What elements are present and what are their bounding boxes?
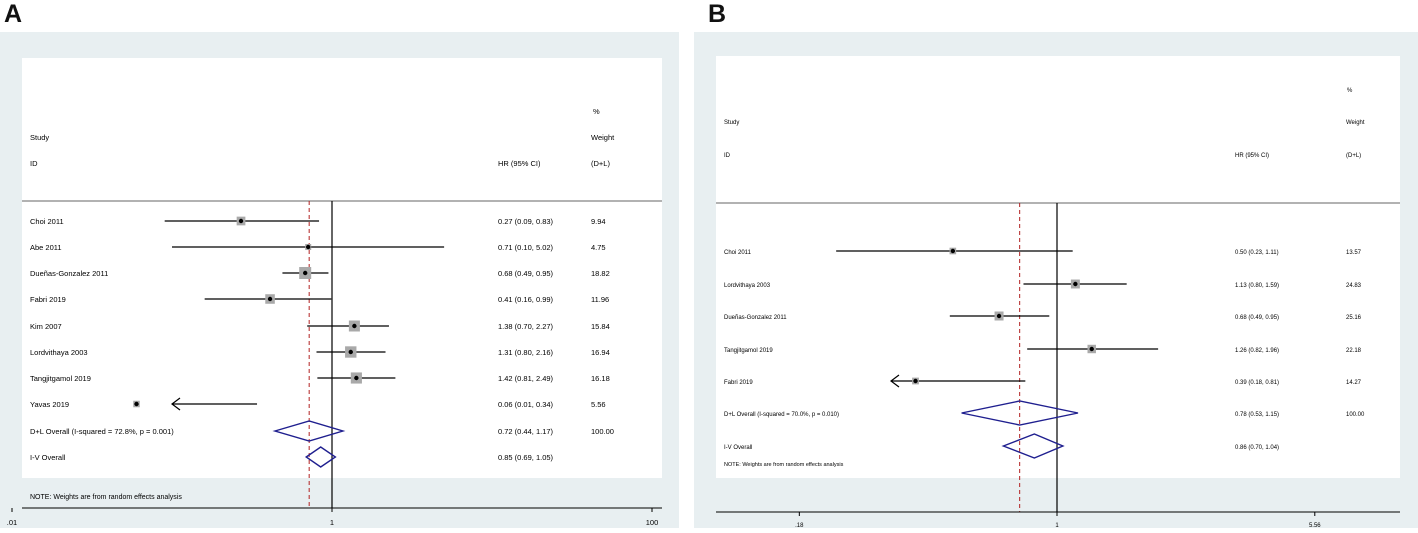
panel-b-background xyxy=(694,32,1418,528)
panel-letter-a: A xyxy=(4,0,23,28)
header-hr: HR (95% CI) xyxy=(498,159,541,168)
weight-value: 4.75 xyxy=(591,243,606,252)
study-label: Choi 2011 xyxy=(30,217,64,226)
weight-value: 5.56 xyxy=(591,400,606,409)
header-id: ID xyxy=(30,159,38,168)
hr-value: 1.13 (0.80, 1.59) xyxy=(1235,283,1280,289)
study-label: Fabri 2019 xyxy=(724,380,753,386)
point-estimate xyxy=(997,314,1001,318)
hr-value: 1.42 (0.81, 2.49) xyxy=(498,374,554,383)
overall-label: D+L Overall (I-squared = 72.8%, p = 0.001) xyxy=(30,427,174,436)
point-estimate xyxy=(352,324,356,328)
header-study: Study xyxy=(30,133,50,142)
point-estimate xyxy=(951,249,955,253)
header-dl: (D+L) xyxy=(591,159,610,168)
hr-value: 0.06 (0.01, 0.34) xyxy=(498,400,554,409)
study-label: Abe 2011 xyxy=(30,243,62,252)
weight-value: 24.83 xyxy=(1346,283,1362,289)
overall-hr-value: 0.72 (0.44, 1.17) xyxy=(498,427,554,436)
header-hr: HR (95% CI) xyxy=(1235,153,1270,159)
study-label: Dueñas-Gonzalez 2011 xyxy=(30,269,109,278)
forest-plot-b xyxy=(716,56,1400,529)
overall-diamond xyxy=(306,447,335,467)
hr-value: 0.39 (0.18, 0.81) xyxy=(1235,380,1280,386)
hr-value: 0.27 (0.09, 0.83) xyxy=(498,217,554,226)
weight-value: 14.27 xyxy=(1346,380,1362,386)
point-estimate xyxy=(134,402,138,406)
overall-label: I-V Overall xyxy=(724,445,753,451)
hr-value: 1.38 (0.70, 2.27) xyxy=(498,322,554,331)
point-estimate xyxy=(349,350,353,354)
panel-a-background xyxy=(0,32,679,528)
x-tick-label: 5.56 xyxy=(1308,523,1321,529)
weight-value: 15.84 xyxy=(591,322,610,331)
x-tick-label: 1 xyxy=(1055,523,1059,529)
header-weight: Weight xyxy=(591,133,615,142)
study-label: Lordvithaya 2003 xyxy=(30,348,88,357)
x-tick-label: 1 xyxy=(329,518,335,527)
weight-value: 18.82 xyxy=(591,269,610,278)
overall-label: D+L Overall (I-squared = 70.0%, p = 0.010) xyxy=(724,412,840,418)
overall-weight-value: 100.00 xyxy=(1346,412,1365,418)
point-estimate xyxy=(268,297,272,301)
header-dl: (D+L) xyxy=(1346,153,1362,159)
study-label: Yavas 2019 xyxy=(30,400,70,409)
hr-value: 0.50 (0.23, 1.11) xyxy=(1235,250,1279,256)
weight-value: 16.18 xyxy=(591,374,610,383)
overall-diamond xyxy=(1003,434,1062,458)
point-estimate xyxy=(303,271,307,275)
overall-weight-value: 100.00 xyxy=(591,427,614,436)
study-label: Tangjitgamol 2019 xyxy=(30,374,91,383)
forest-plot-a xyxy=(6,58,662,528)
header-pct: % xyxy=(593,107,600,116)
study-label: Dueñas-Gonzalez 2011 xyxy=(724,315,787,321)
x-tick-label: .18 xyxy=(795,523,804,529)
footnote: NOTE: Weights are from random effects analysis xyxy=(30,494,182,501)
study-label: Fabri 2019 xyxy=(30,295,66,304)
hr-value: 0.41 (0.16, 0.99) xyxy=(498,295,554,304)
x-tick-label: .01 xyxy=(6,518,18,527)
weight-value: 22.18 xyxy=(1346,348,1362,354)
hr-value: 0.71 (0.10, 5.02) xyxy=(498,243,554,252)
point-estimate xyxy=(354,376,358,380)
weight-value: 16.94 xyxy=(591,348,610,357)
point-estimate xyxy=(1073,282,1077,286)
overall-diamond xyxy=(275,421,343,441)
weight-value: 11.96 xyxy=(591,295,610,304)
study-label: Choi 2011 xyxy=(724,250,751,256)
overall-hr-value: 0.86 (0.70, 1.04) xyxy=(1235,445,1280,451)
study-label: Lordvithaya 2003 xyxy=(724,283,771,289)
panel-letter-b: B xyxy=(708,0,727,28)
study-label: Tangjitgamol 2019 xyxy=(724,348,773,354)
study-label: Kim 2007 xyxy=(30,322,62,331)
hr-value: 1.26 (0.82, 1.96) xyxy=(1235,348,1280,354)
overall-label: I-V Overall xyxy=(30,453,66,462)
header-pct: % xyxy=(1347,88,1353,94)
overall-hr-value: 0.85 (0.69, 1.05) xyxy=(498,453,554,462)
point-estimate xyxy=(239,219,243,223)
point-estimate xyxy=(306,245,310,249)
overall-hr-value: 0.78 (0.53, 1.15) xyxy=(1235,412,1280,418)
weight-value: 9.94 xyxy=(591,217,606,226)
point-estimate xyxy=(913,379,917,383)
footnote: NOTE: Weights are from random effects analysis xyxy=(724,462,844,468)
x-tick-label: 100 xyxy=(645,518,659,527)
hr-value: 0.68 (0.49, 0.95) xyxy=(498,269,554,278)
panel-b-plot-area xyxy=(716,56,1400,529)
point-estimate xyxy=(1090,347,1094,351)
header-weight: Weight xyxy=(1346,120,1365,126)
weight-value: 13.57 xyxy=(1346,250,1362,256)
header-id: ID xyxy=(724,153,730,159)
hr-value: 1.31 (0.80, 2.16) xyxy=(498,348,554,357)
hr-value: 0.68 (0.49, 0.95) xyxy=(1235,315,1280,321)
weight-value: 25.16 xyxy=(1346,315,1362,321)
panel-a-plot-area xyxy=(6,58,662,527)
header-study: Study xyxy=(724,120,740,126)
